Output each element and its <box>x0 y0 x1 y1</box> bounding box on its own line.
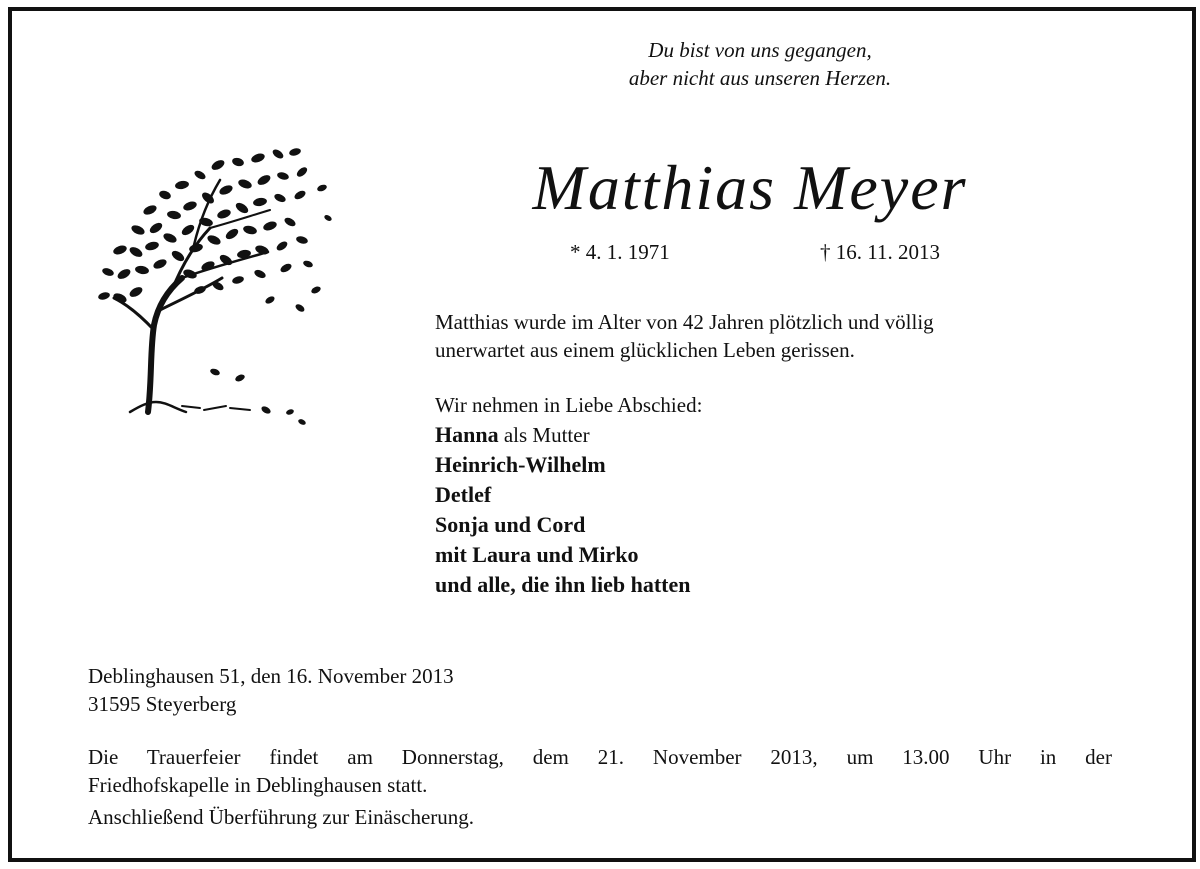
mourners-intro: Wir nehmen in Liebe Abschied: <box>435 393 703 417</box>
mourner-name: Sonja und Cord <box>435 512 586 537</box>
funeral-line-2: Friedhofskapelle in Deblinghausen statt. <box>88 773 428 797</box>
mourner-name: Detlef <box>435 482 492 507</box>
address-line-2: 31595 Steyerberg <box>88 692 237 716</box>
mourner-relation: als Mutter <box>498 423 590 447</box>
mourner-name: Heinrich-Wilhelm <box>435 452 606 477</box>
mourner-name: und alle, die ihn lieb hatten <box>435 572 691 597</box>
message-line-1: Matthias wurde im Alter von 42 Jahren plötzlich und völlig <box>435 310 934 334</box>
mourners-list <box>435 390 702 600</box>
mourner-entry <box>435 420 702 450</box>
quote-line-1: Du bist von uns gegangen, <box>648 38 872 62</box>
quote-line-2: aber nicht aus unseren Herzen. <box>628 66 892 90</box>
mourner-name: mit Laura und Mirko <box>435 542 639 567</box>
funeral-notice <box>88 743 1112 831</box>
quote <box>560 36 960 92</box>
deceased-name: Matthias Meyer <box>532 152 968 223</box>
funeral-line-3: Anschließend Überführung zur Einäscherung. <box>88 805 475 829</box>
funeral-line-1: Die Trauerfeier findet am Donnerstag, dem 21. November 2013, um 13.00 Uhr in der <box>88 745 1112 769</box>
death-date: † 16. 11. 2013 <box>820 240 940 264</box>
address-block <box>88 662 454 718</box>
message-line-2: unerwartet aus einem glücklichen Leben gerissen. <box>435 338 855 362</box>
windblown-tree-icon <box>90 140 340 440</box>
birth-date: * 4. 1. 1971 <box>570 240 670 264</box>
address-line-1: Deblinghausen 51, den 16. November 2013 <box>88 664 454 688</box>
mourner-name: Hanna <box>435 422 499 447</box>
announcement-message <box>435 308 934 364</box>
